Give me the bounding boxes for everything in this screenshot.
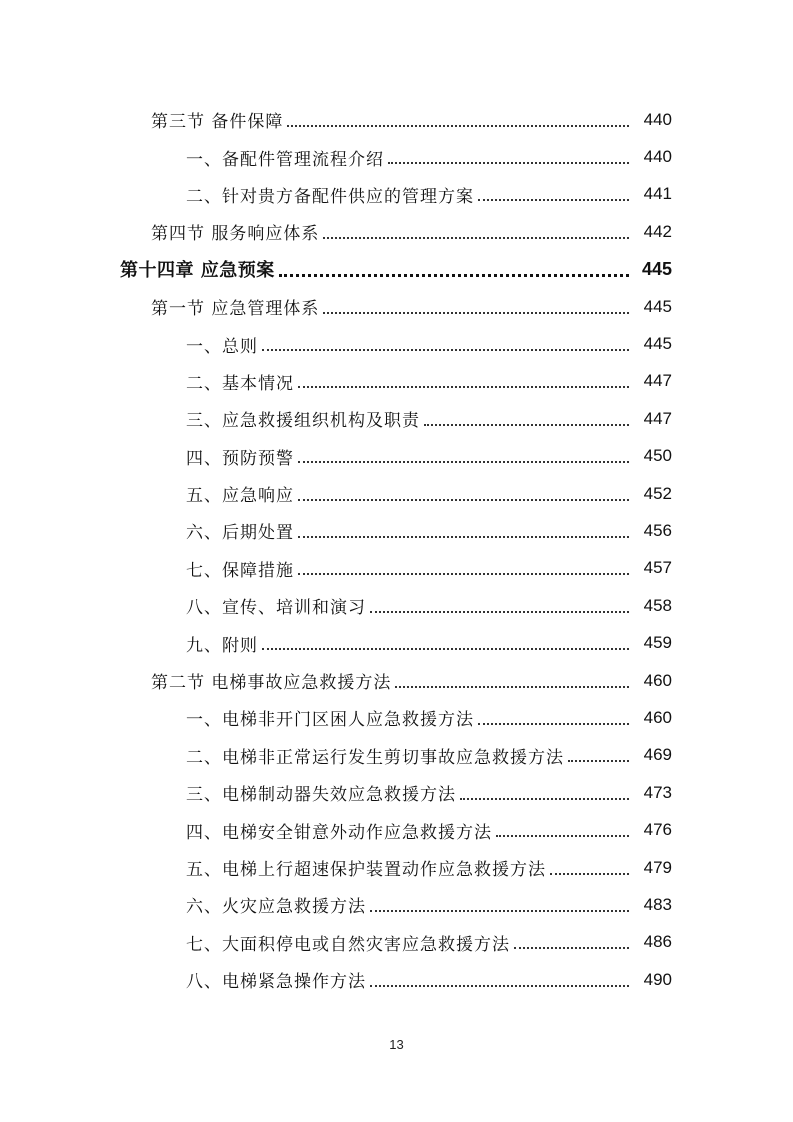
toc-entry-title: 第一节 应急管理体系	[151, 299, 320, 320]
dot-leader	[370, 985, 629, 987]
toc-entry[interactable]	[0, 550, 793, 587]
toc-entry-page: 483	[643, 894, 672, 914]
toc-entry[interactable]	[0, 737, 793, 774]
page-number: 13	[389, 1037, 404, 1052]
toc-entry[interactable]	[0, 288, 793, 325]
toc-entry-page: 490	[643, 969, 672, 989]
toc-entry-title: 四、电梯安全钳意外动作应急救援方法	[186, 822, 492, 843]
dot-leader	[496, 835, 629, 837]
dot-leader	[298, 499, 629, 501]
toc-entry-title: 五、应急响应	[186, 486, 294, 507]
dot-leader	[424, 424, 629, 426]
toc-entry-page: 441	[643, 184, 672, 204]
toc-entry-page: 445	[643, 296, 672, 316]
toc-entry[interactable]	[0, 213, 793, 250]
toc-entry-title: 三、电梯制动器失效应急救援方法	[186, 785, 456, 806]
toc-entry-page: 458	[643, 595, 672, 615]
toc-entry-title: 六、后期处置	[186, 523, 294, 544]
toc-entry[interactable]	[0, 849, 793, 886]
dot-leader	[262, 648, 629, 650]
toc-entry-title: 第二节 电梯事故应急救援方法	[151, 673, 392, 694]
toc-entry[interactable]	[0, 699, 793, 736]
toc-entry-page: 479	[643, 857, 672, 877]
dot-leader	[323, 237, 629, 239]
toc-entry-title: 九、附则	[186, 635, 258, 656]
dot-leader	[279, 274, 629, 277]
toc-entry[interactable]	[0, 662, 793, 699]
toc-entry-page: 452	[643, 483, 672, 503]
toc-entry[interactable]	[0, 363, 793, 400]
toc-entry-page: 476	[643, 820, 672, 840]
toc-entry[interactable]	[0, 924, 793, 961]
toc-entry[interactable]	[0, 587, 793, 624]
dot-leader	[262, 349, 629, 351]
toc-entry-title: 第四节 服务响应体系	[151, 224, 320, 245]
toc-entry-title: 六、火灾应急救援方法	[186, 897, 366, 918]
toc-entry[interactable]	[0, 138, 793, 175]
toc-entry-page: 460	[643, 707, 672, 727]
toc-entry-title: 二、电梯非正常运行发生剪切事故应急救援方法	[186, 747, 564, 768]
dot-leader	[298, 461, 629, 463]
toc-entry-page: 445	[641, 258, 672, 279]
dot-leader	[478, 199, 629, 201]
toc-entry-title: 第十四章 应急预案	[120, 260, 275, 282]
toc-entry-title: 二、基本情况	[186, 373, 294, 394]
toc-entry-page: 460	[643, 670, 672, 690]
toc-entry-page: 442	[643, 221, 672, 241]
toc-entry-page: 440	[643, 109, 672, 129]
dot-leader	[298, 573, 629, 575]
toc-entry[interactable]	[0, 400, 793, 437]
toc-entry-page: 445	[643, 334, 672, 354]
toc-entry-title: 第三节 备件保障	[151, 112, 284, 133]
toc-entry[interactable]	[0, 325, 793, 362]
toc-entry-title: 七、保障措施	[186, 560, 294, 581]
toc-entry-page: 473	[643, 782, 672, 802]
toc-entry-title: 一、备配件管理流程介绍	[186, 149, 384, 170]
toc-entry-title: 八、电梯紧急操作方法	[186, 972, 366, 993]
toc-entry[interactable]	[0, 811, 793, 848]
toc-chapter-entry[interactable]	[0, 251, 793, 288]
toc-entry[interactable]	[0, 438, 793, 475]
toc-entry-title: 五、电梯上行超速保护装置动作应急救援方法	[186, 860, 546, 880]
dot-leader	[395, 686, 629, 688]
toc-entry-title: 一、总则	[186, 336, 258, 357]
toc-entry[interactable]	[0, 176, 793, 213]
toc-entry-title: 一、电梯非开门区困人应急救援方法	[186, 710, 474, 731]
toc-entry-page: 457	[643, 558, 672, 578]
toc-entry-page: 440	[643, 147, 672, 167]
dot-leader	[287, 125, 629, 127]
toc-entry[interactable]	[0, 624, 793, 661]
toc-entry-title: 三、应急救援组织机构及职责	[186, 411, 420, 432]
dot-leader	[370, 910, 629, 912]
dot-leader	[514, 947, 629, 949]
toc-entry-page: 456	[643, 520, 672, 540]
toc-entry[interactable]	[0, 512, 793, 549]
toc-entry[interactable]	[0, 101, 793, 138]
dot-leader	[298, 536, 629, 538]
dot-leader	[298, 386, 629, 388]
toc-entry-title: 四、预防预警	[186, 448, 294, 469]
toc-entry-title: 八、宣传、培训和演习	[186, 598, 366, 619]
toc-entry-title: 二、针对贵方备配件供应的管理方案	[186, 186, 474, 207]
toc-entry-page: 447	[643, 408, 672, 428]
toc-entry[interactable]	[0, 475, 793, 512]
toc-entry-page: 459	[643, 633, 672, 653]
table-of-contents	[0, 101, 793, 998]
dot-leader	[323, 312, 629, 314]
dot-leader	[388, 162, 629, 164]
toc-entry-page: 447	[643, 371, 672, 391]
toc-entry-page: 486	[643, 932, 672, 952]
dot-leader	[550, 873, 629, 875]
dot-leader	[478, 723, 629, 725]
toc-entry-title: 七、大面积停电或自然灾害应急救援方法	[186, 934, 510, 955]
dot-leader	[568, 760, 629, 762]
toc-entry[interactable]	[0, 961, 793, 998]
toc-entry[interactable]	[0, 774, 793, 811]
toc-entry-page: 450	[643, 446, 672, 466]
dot-leader	[460, 798, 629, 800]
toc-entry[interactable]	[0, 886, 793, 923]
toc-entry-page: 469	[643, 745, 672, 765]
dot-leader	[370, 611, 629, 613]
